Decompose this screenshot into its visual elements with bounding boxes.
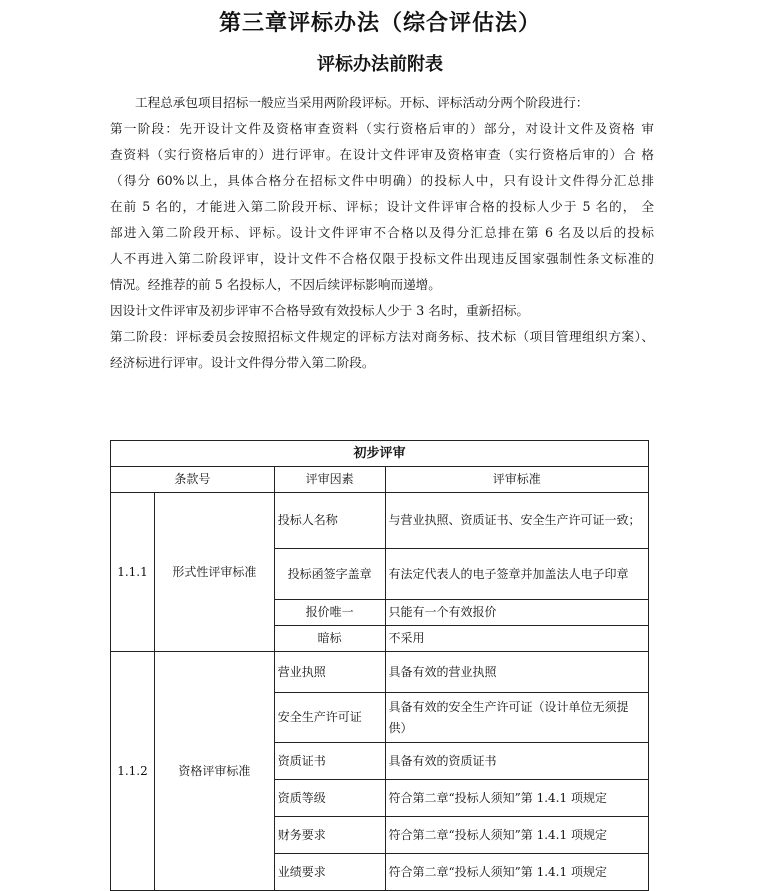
review-standard: 只能有一个有效报价 bbox=[385, 600, 648, 626]
table-subtitle: 评标办法前附表 bbox=[317, 54, 443, 75]
header-review-standard: 评审标准 bbox=[385, 467, 648, 493]
paragraph-intro: 工程总承包项目招标一般应当采用两阶段评标。开标、评标活动分两个阶段进行： bbox=[135, 95, 589, 110]
review-factor: 资质等级 bbox=[274, 780, 385, 817]
review-standard: 具备有效的营业执照 bbox=[385, 652, 648, 693]
review-factor: 投标函签字盖章 bbox=[274, 549, 385, 600]
review-factor: 营业执照 bbox=[274, 652, 385, 693]
chapter-title: 第三章评标办法（综合评估法） bbox=[218, 11, 541, 36]
paragraph-stage-one-line: 查资料（实行资格后审的）进行评审。在设计文件评审及资格审查（实行资格后审的）合 格 bbox=[110, 147, 654, 162]
paragraph-stage-one-line: 部进入第二阶段开标、评标。设计文件评审不合格以及得分汇总排在第 6 名及以后的投标 bbox=[110, 225, 654, 240]
clause-name: 资格评审标准 bbox=[154, 652, 274, 891]
intro-text bbox=[110, 90, 654, 376]
clause-name: 形式性评审标准 bbox=[154, 493, 274, 652]
header-review-factor: 评审因素 bbox=[274, 467, 385, 493]
table-row bbox=[111, 493, 649, 549]
review-factor: 财务要求 bbox=[274, 817, 385, 854]
review-factor: 资质证书 bbox=[274, 743, 385, 780]
table-row bbox=[111, 652, 649, 693]
review-standard: 不采用 bbox=[385, 626, 648, 652]
table-caption: 初步评审 bbox=[111, 441, 649, 467]
preliminary-review-table bbox=[110, 440, 649, 891]
review-factor: 业绩要求 bbox=[274, 854, 385, 891]
paragraph-stage-one-line: 第一阶段：先开设计文件及资格审查资料（实行资格后审的）部分，对设计文件及资格 审 bbox=[110, 121, 654, 136]
review-factor: 投标人名称 bbox=[274, 493, 385, 549]
review-standard: 与营业执照、资质证书、安全生产许可证一致； bbox=[385, 493, 648, 549]
paragraph-stage-two-line: 第二阶段：评标委员会按照招标文件规定的评标方法对商务标、技术标（项目管理组织方案）、 bbox=[110, 329, 654, 344]
clause-number: 1.1.1 bbox=[111, 493, 155, 652]
review-standard: 符合第二章“投标人须知”第 1.4.1 项规定 bbox=[385, 854, 648, 891]
review-factor: 安全生产许可证 bbox=[274, 693, 385, 743]
review-factor: 报价唯一 bbox=[274, 600, 385, 626]
header-clause-number: 条款号 bbox=[111, 467, 275, 493]
review-standard: 具备有效的安全生产许可证（设计单位无须提供） bbox=[385, 693, 648, 743]
review-standard: 具备有效的资质证书 bbox=[385, 743, 648, 780]
review-standard: 符合第二章“投标人须知”第 1.4.1 项规定 bbox=[385, 780, 648, 817]
paragraph-stage-one-line: 情况。经推荐的前 5 名投标人，不因后续评标影响而递增。 bbox=[110, 277, 441, 292]
review-factor: 暗标 bbox=[274, 626, 385, 652]
paragraph-stage-one-line: 在前 5 名的，才能进入第二阶段开标、评标；设计文件评审合格的投标人少于 5 名的， 全 bbox=[110, 199, 654, 214]
paragraph-rebid: 因设计文件评审及初步评审不合格导致有效投标人少于 3 名时，重新招标。 bbox=[110, 303, 530, 318]
review-standard: 有法定代表人的电子签章并加盖法人电子印章 bbox=[385, 549, 648, 600]
paragraph-stage-one-line: 人不再进入第二阶段评审，设计文件不合格仅限于投标文件出现违反国家强制性条文标准的 bbox=[110, 251, 654, 266]
paragraph-stage-two-line: 经济标进行评审。设计文件得分带入第二阶段。 bbox=[110, 355, 375, 370]
clause-number: 1.1.2 bbox=[111, 652, 155, 891]
paragraph-stage-one-line: （得分 60%以上，具体合格分在招标文件中明确）的投标人中，只有设计文件得分汇总排 bbox=[110, 173, 654, 188]
review-standard: 符合第二章“投标人须知”第 1.4.1 项规定 bbox=[385, 817, 648, 854]
